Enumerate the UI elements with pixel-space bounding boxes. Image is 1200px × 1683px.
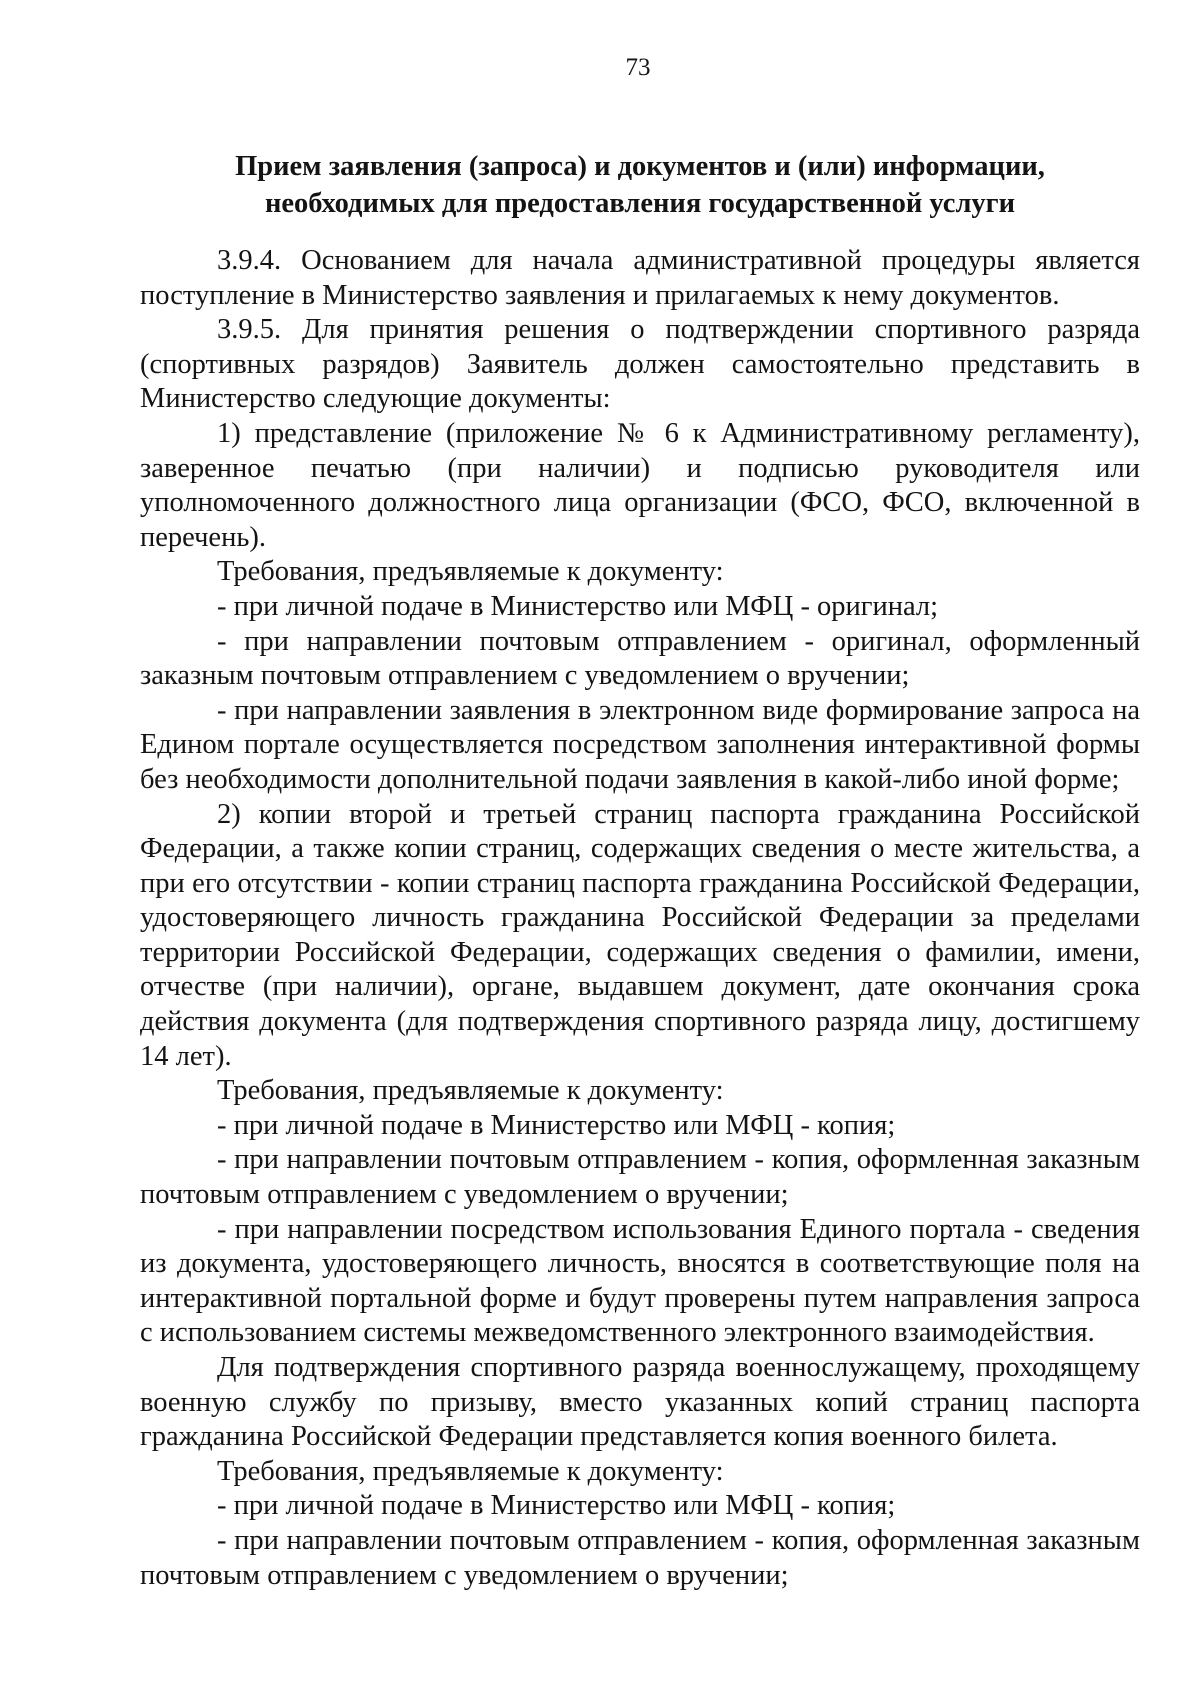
paragraph-requirements: Требования, предъявляемые к документу: — [217, 1455, 724, 1487]
paragraph-bullet: - при направлении почтовым отправлением - копия, оформленная заказным почтовым отправлением с уведомлением о вручении; — [140, 1144, 1140, 1211]
paragraph-bullet: - при направлении почтовым отправлением - копия, оформленная заказным почтовым отправлением с уведомлением о вручении; — [140, 1524, 1140, 1591]
section-title-line: Прием заявления (запроса) и документов и (или) информации, — [235, 151, 1045, 182]
paragraph-bullet: - при личной подаче в Министерство или МФЦ - оригинал; — [217, 590, 939, 622]
paragraph-3-9-4: 3.9.4. Основанием для начала административной процедуры является поступление в Министерство заявления и прилагаемых к нему документов. — [140, 245, 1140, 311]
paragraph-bullet: - при направлении почтовым отправлением - оригинал, оформленный заказным почтовым отправлением с уведомлением о вручении; — [140, 625, 1140, 692]
paragraph-bullet: - при личной подаче в Министерство или МФЦ - копия; — [217, 1109, 896, 1141]
section-title — [140, 148, 1140, 222]
paragraph-military: Для подтверждения спортивного разряда военнослужащему, проходящему военную службу по призыву, вместо указанных копий страниц паспорта гражданина Российской Федерации представляется копия военного билета. — [140, 1352, 1140, 1453]
paragraph-bullet: - при направлении заявления в электронном виде формирование запроса на Едином портале осуществляется посредством заполнения интерактивной формы без необходимости дополнительной подачи заявления в какой-либо иной форме; — [140, 694, 1140, 795]
paragraph-requirements: Требования, предъявляемые к документу: — [217, 1075, 724, 1107]
paragraph-item-2: 2) копии второй и третьей страниц паспорта гражданина Российской Федерации, а также копии страниц, содержащих сведения о месте жительства, а при его отсутствии - копии страниц паспорта гражданина Российской Федерации, удостоверяющего личность гражданина Российской Федерации за пределами территории Российской Федерации, содержащих сведения о фамилии, имени, отчестве (при наличии), органе, выдавшем документ, дате окончания срока действия документа (для подтверждения спортивного разряда лицу, достигшему 14 лет). — [140, 798, 1140, 1072]
paragraph-bullet: - при направлении посредством использования Единого портала - сведения из документа, удостоверяющего личность, вносятся в соответствующие поля на интерактивной портальной форме и будут проверены путем направления запроса с использованием системы межведомственного электронного взаимодействия. — [140, 1213, 1140, 1349]
section-title-line: необходимых для предоставления государственной услуги — [264, 188, 1016, 219]
page-number: 73 — [625, 54, 651, 81]
paragraph-3-9-5: 3.9.5. Для принятия решения о подтверждении спортивного разряда (спортивных разрядов) Заявитель должен самостоятельно представить в Министерство следующие документы: — [140, 314, 1140, 415]
paragraph-item-1: 1) представление (приложение № 6 к Административному регламенту), заверенное печатью (при наличии) и подписью руководителя или уполномоченного должностного лица организации (ФСО, ФСО, включенной в перечень). — [140, 417, 1140, 553]
paragraph-bullet: - при личной подаче в Министерство или МФЦ - копия; — [217, 1490, 896, 1522]
paragraph-requirements: Требования, предъявляемые к документу: — [217, 556, 724, 588]
body-text — [140, 244, 1140, 1593]
